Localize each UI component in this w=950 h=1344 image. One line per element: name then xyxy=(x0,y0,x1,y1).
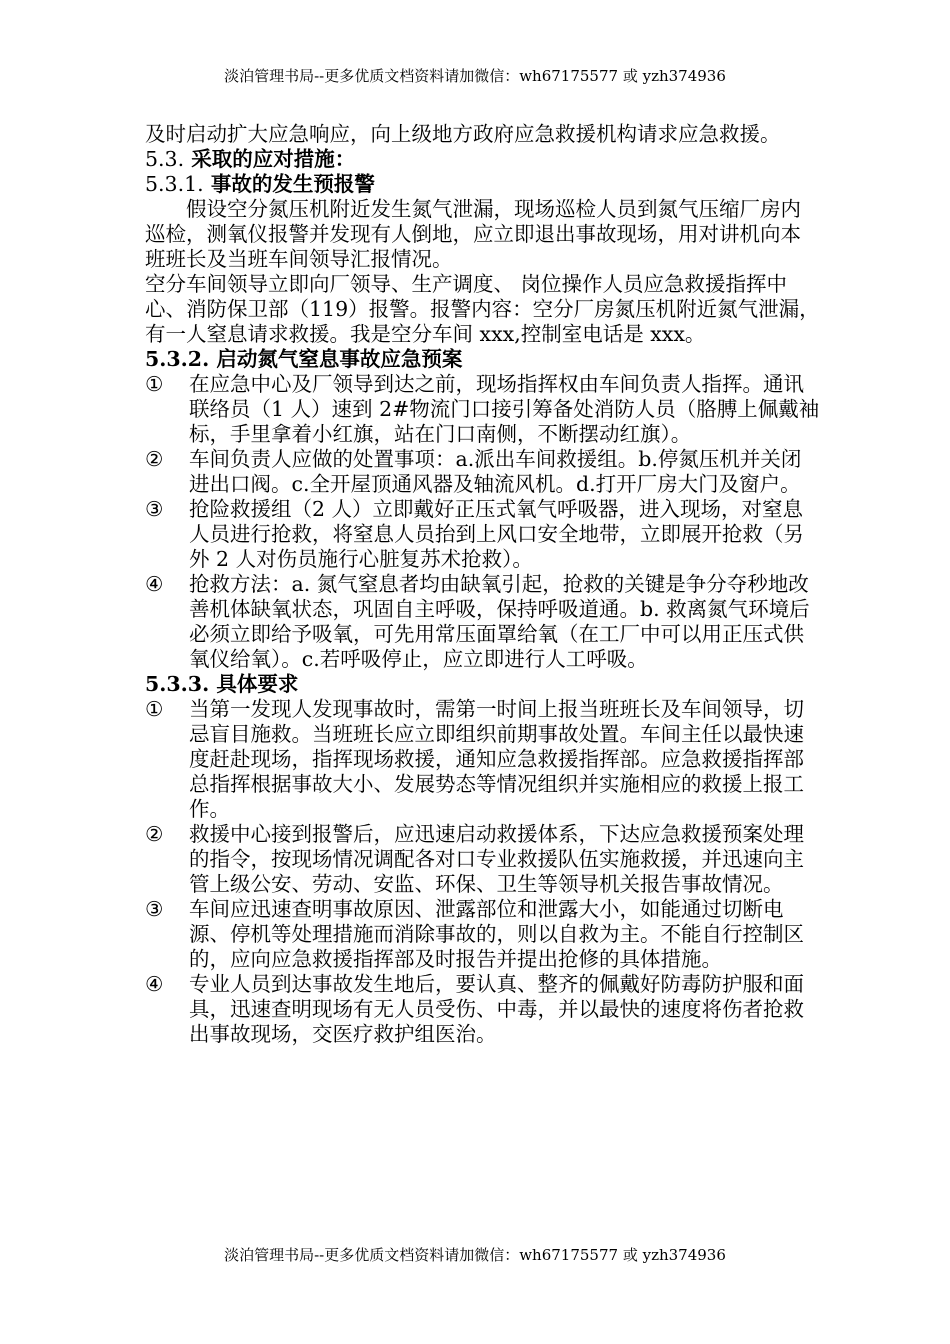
list-item xyxy=(145,972,820,1047)
list-marker: ① xyxy=(145,697,164,721)
list-item xyxy=(145,822,820,897)
list-marker: ③ xyxy=(145,897,164,921)
list-item xyxy=(145,572,820,672)
list-item-text: 抢救方法：a. 氮气窒息者均由缺氧引起，抢救的关键是争分夺秒地改善机体缺氧状态，巩固自主呼吸，保持呼吸道通。b. 救离氮气环境后必须立即给予吸氧，可先用常压面罩给氧（在工厂中可以用正压式供氧仪给氧）。c.若呼吸停止，应立即进行人工呼吸。 xyxy=(189,572,810,671)
section-number: 5.3.3. xyxy=(145,672,210,696)
section-title: 启动氮气窒息事故应急预案 xyxy=(216,347,463,371)
list-marker: ③ xyxy=(145,497,164,521)
section-heading-5-3-2 xyxy=(145,347,820,372)
list-item xyxy=(145,897,820,972)
section-title: 具体要求 xyxy=(216,672,299,696)
numbered-list xyxy=(145,372,820,672)
intro-paragraph: 及时启动扩大应急响应，向上级地方政府应急救援机构请求应急救援。 xyxy=(145,122,781,146)
list-item xyxy=(145,447,820,497)
list-item-text: 专业人员到达事故发生地后，要认真、整齐的佩戴好防毒防护服和面具，迅速查明现场有无人员受伤、中毒，并以最快的速度将伤者抢救出事故现场，交医疗救护组医治。 xyxy=(189,972,804,1046)
list-marker: ② xyxy=(145,822,164,846)
document-body xyxy=(145,122,820,1047)
list-item-text: 救援中心接到报警后，应迅速启动救援体系，下达应急救援预案处理的指令，按现场情况调配各对口专业救援队伍实施救援，并迅速向主管上级公安、劳动、安监、环保、卫生等领导机关报告事故情况。 xyxy=(189,822,804,896)
page-footer: 淡泊管理书局--更多优质文档资料请加微信：wh67175577 或 yzh374936 xyxy=(224,1246,726,1264)
list-marker: ② xyxy=(145,447,164,471)
list-item xyxy=(145,497,820,572)
list-item-text: 在应急中心及厂领导到达之前，现场指挥权由车间负责人指挥。通讯联络员（1 人）速到 2#物流门口接引筹备处消防人员（胳膊上佩戴袖标，手里拿着小红旗，站在门口南侧，不断摆动红旗）。 xyxy=(189,372,820,446)
list-marker: ④ xyxy=(145,572,164,596)
list-marker: ④ xyxy=(145,972,164,996)
section-heading-5-3-1 xyxy=(145,172,820,197)
section-title: 事故的发生预报警 xyxy=(210,172,375,196)
section-title: 采取的应对措施： xyxy=(191,147,356,171)
list-item-text: 抢险救援组（2 人）立即戴好正压式氧气呼吸器，进入现场，对窒息人员进行抢救，将窒息人员抬到上风口安全地带，立即展开抢救（另外 2 人对伤员施行心脏复苏术抢救）。 xyxy=(189,497,804,571)
section-number: 5.3.2. xyxy=(145,347,210,371)
numbered-list xyxy=(145,697,820,1047)
paragraph: 空分车间领导立即向厂领导、生产调度、 岗位操作人员应急救援指挥中心、消防保卫部（119）报警。报警内容：空分厂房氮压机附近氮气泄漏，有一人窒息请求救援。我是空分车间 xxx,控制室电话是 xxx。 xyxy=(145,272,820,346)
list-item xyxy=(145,372,820,447)
section-number: 5.3. xyxy=(145,147,185,171)
list-item-text: 车间应迅速查明事故原因、泄露部位和泄露大小，如能通过切断电源、停机等处理措施而消除事故的，则以自救为主。不能自行控制区的，应向应急救援指挥部及时报告并提出抢修的具体措施。 xyxy=(189,897,804,971)
page-header: 淡泊管理书局--更多优质文档资料请加微信：wh67175577 或 yzh374936 xyxy=(224,67,726,85)
list-item xyxy=(145,697,820,822)
paragraph: 假设空分氮压机附近发生氮气泄漏，现场巡检人员到氮气压缩厂房内巡检，测氧仪报警并发现有人倒地，应立即退出事故现场，用对讲机向本班班长及当班车间领导汇报情况。 xyxy=(145,197,801,271)
list-item-text: 车间负责人应做的处置事项：a.派出车间救援组。b.停氮压机并关闭进出口阀。c.全开屋顶通风器及轴流风机。d.打开厂房大门及窗户。 xyxy=(189,447,802,496)
section-heading-5-3-3 xyxy=(145,672,820,697)
list-marker: ① xyxy=(145,372,164,396)
section-number: 5.3.1. xyxy=(145,172,204,196)
section-heading-5-3 xyxy=(145,147,820,172)
list-item-text: 当第一发现人发现事故时，需第一时间上报当班班长及车间领导，切忌盲目施救。当班班长应立即组织前期事故处置。车间主任以最快速度赶赴现场，指挥现场救援，通知应急救援指挥部。应急救援指挥部总指挥根据事故大小、发展势态等情况组织并实施相应的救援上报工作。 xyxy=(189,697,804,821)
